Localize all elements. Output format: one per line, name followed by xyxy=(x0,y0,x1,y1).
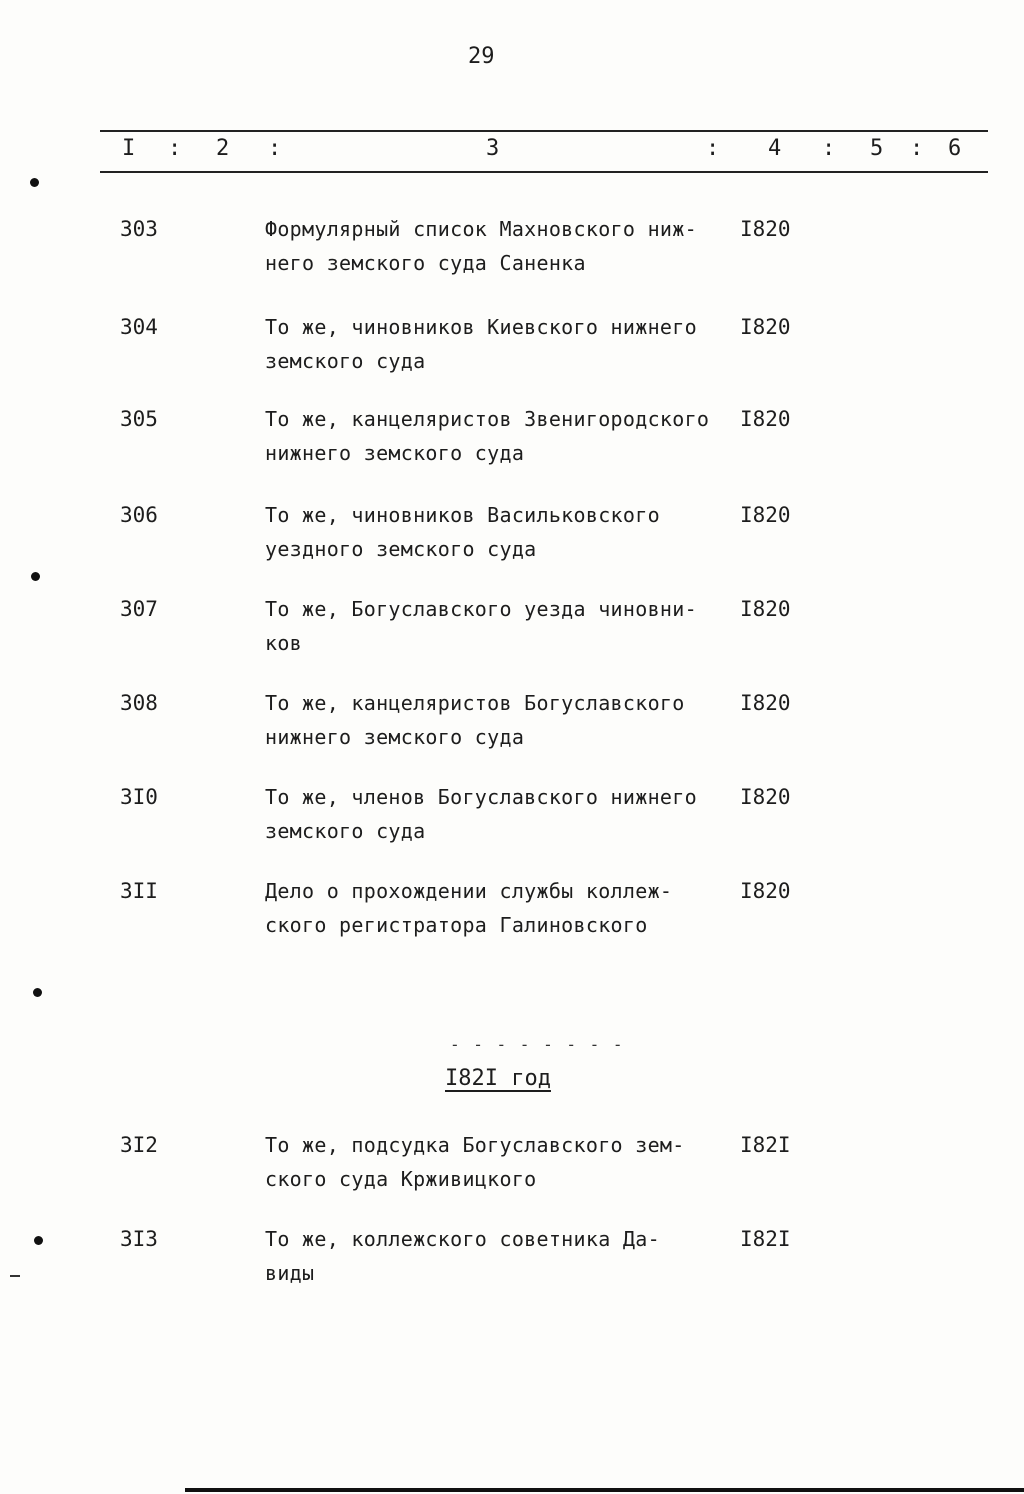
column-separator: : xyxy=(706,136,720,161)
entry-number: 3I2 xyxy=(120,1133,158,1157)
entry-description: То же, чиновников Киевского нижнего земского суда xyxy=(265,315,697,373)
entry-number: 3I3 xyxy=(120,1227,158,1251)
entry-year: I820 xyxy=(740,217,791,241)
column-separator: : xyxy=(168,136,182,161)
header-rule-top xyxy=(100,130,988,132)
column-separator: : xyxy=(268,136,282,161)
entry-number: 3II xyxy=(120,879,158,903)
header-rule-bottom xyxy=(100,171,988,173)
binding-hole-dot xyxy=(33,988,42,997)
entry-description: То же, Богуславского уезда чиновни- ков xyxy=(265,597,697,655)
entry-year: I820 xyxy=(740,503,791,527)
entry-year: I82I xyxy=(740,1133,791,1157)
page-bottom-edge xyxy=(185,1488,1024,1492)
entry-description: То же, коллежского советника Да- виды xyxy=(265,1227,660,1285)
column-header-4: 4 xyxy=(768,136,782,161)
entry-year: I820 xyxy=(740,597,791,621)
entry-year: I820 xyxy=(740,785,791,809)
binding-hole-dot xyxy=(31,572,40,581)
entry-description: То же, чиновников Васильковского уездного земского суда xyxy=(265,503,660,561)
entry-year: I820 xyxy=(740,691,791,715)
column-header-row xyxy=(0,136,1024,166)
binding-hole-dot xyxy=(30,178,39,187)
entry-year: I820 xyxy=(740,315,791,339)
entry-year: I820 xyxy=(740,879,791,903)
entry-description: То же, канцеляристов Богуславского нижнего земского суда xyxy=(265,691,685,749)
entry-number: 308 xyxy=(120,691,158,715)
column-separator: : xyxy=(910,136,924,161)
column-header-5: 5 xyxy=(870,136,884,161)
section-heading-year: I82I год xyxy=(445,1066,551,1091)
binding-hole-dot xyxy=(34,1236,43,1245)
entry-number: 3I0 xyxy=(120,785,158,809)
entry-description: Дело о прохождении службы коллеж- ского регистратора Галиновского xyxy=(265,879,673,937)
column-header-2: 2 xyxy=(216,136,230,161)
entry-description: То же, членов Богуславского нижнего земского суда xyxy=(265,785,697,843)
entry-number: 304 xyxy=(120,315,158,339)
column-separator: : xyxy=(822,136,836,161)
entry-description: То же, канцеляристов Звенигородского нижнего земского суда xyxy=(265,407,710,465)
entry-description: Формулярный список Махновского ниж- него земского суда Саненка xyxy=(265,217,697,275)
entry-number: 303 xyxy=(120,217,158,241)
entry-number: 305 xyxy=(120,407,158,431)
entry-year: I820 xyxy=(740,407,791,431)
column-header-3: 3 xyxy=(486,136,500,161)
column-header-6: 6 xyxy=(948,136,962,161)
section-divider: - - - - - - - - xyxy=(450,1035,625,1054)
entry-number: 306 xyxy=(120,503,158,527)
entry-number: 307 xyxy=(120,597,158,621)
page-number: 29 xyxy=(468,44,495,69)
margin-mark xyxy=(10,1275,20,1277)
entry-year: I82I xyxy=(740,1227,791,1251)
entry-description: То же, подсудка Богуславского зем- ского суда Крживицкого xyxy=(265,1133,685,1191)
column-header-1: I xyxy=(122,136,136,161)
